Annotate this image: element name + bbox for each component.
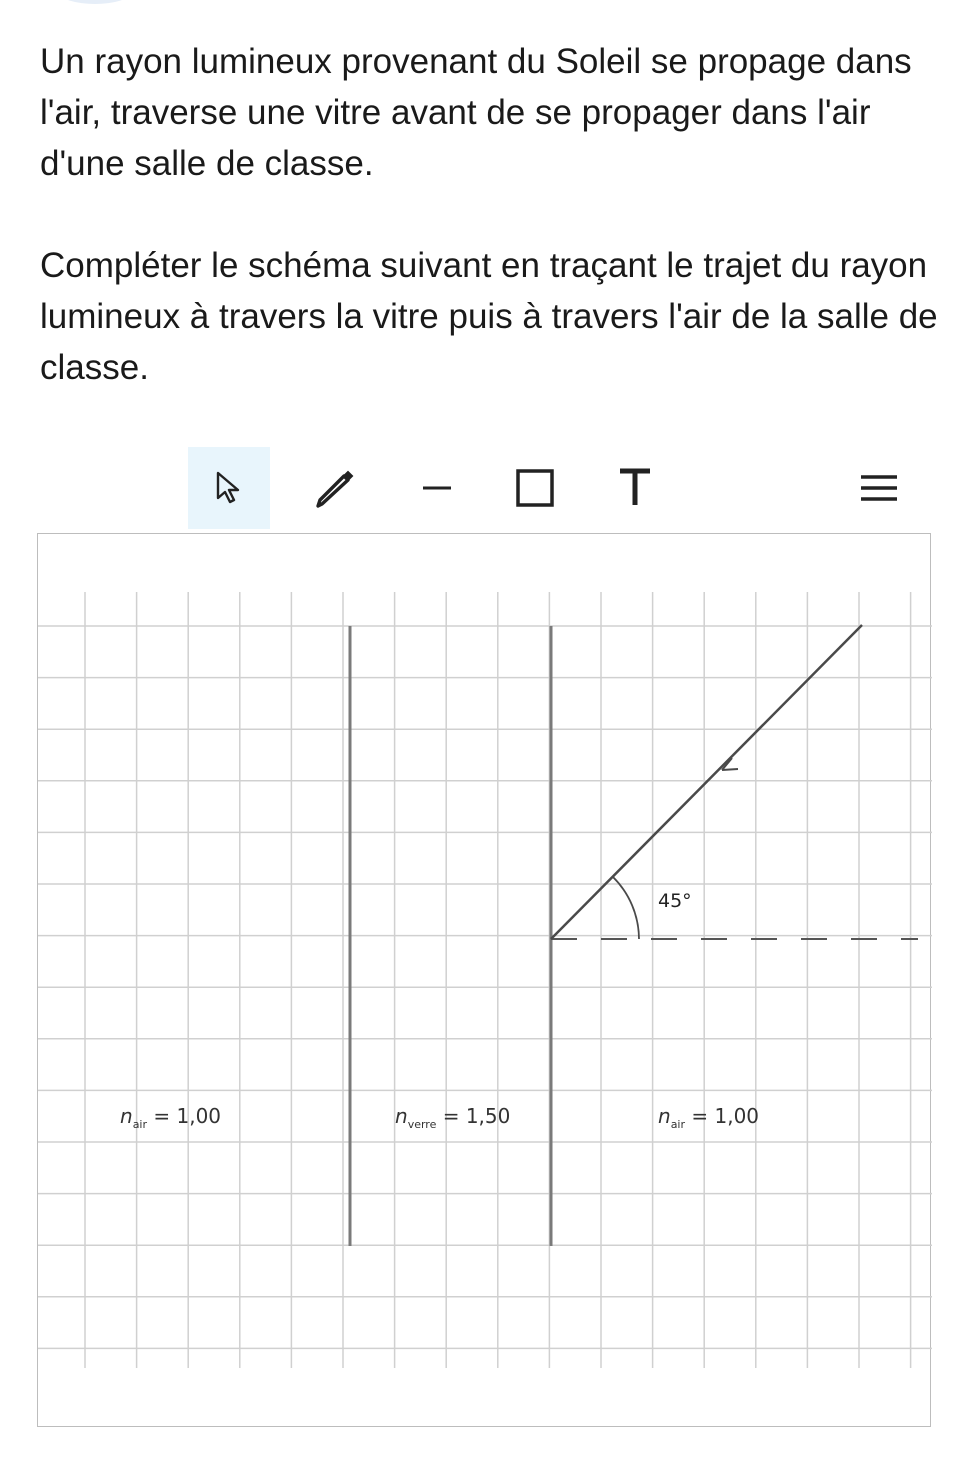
pencil-icon	[312, 466, 356, 510]
hamburger-menu-icon	[859, 472, 899, 504]
index-air-right	[658, 1104, 759, 1131]
index-symbol: n	[395, 1104, 408, 1128]
index-value: = 1,00	[153, 1104, 222, 1128]
question-text	[40, 36, 940, 393]
index-subscript: air	[670, 1118, 686, 1131]
angle-arc	[613, 877, 639, 939]
menu-button[interactable]	[838, 447, 920, 529]
index-air-left	[120, 1104, 221, 1131]
text-icon	[617, 468, 653, 508]
refraction-diagram[interactable]	[38, 534, 932, 1428]
angle-label: 45°	[658, 890, 692, 912]
line-tool-button[interactable]	[396, 447, 478, 529]
index-glass	[395, 1104, 510, 1131]
rectangle-tool-button[interactable]	[494, 447, 576, 529]
rectangle-icon	[515, 468, 555, 508]
select-tool-button[interactable]	[188, 447, 270, 529]
index-subscript: air	[132, 1118, 148, 1131]
line-icon	[419, 470, 455, 506]
question-paragraph-2: Compléter le schéma suivant en traçant le trajet du rayon lumineux à travers la vitre puis à travers l'air de la salle de classe.	[40, 246, 938, 387]
text-tool-button[interactable]	[594, 447, 676, 529]
index-symbol: n	[658, 1104, 671, 1128]
index-symbol: n	[120, 1104, 133, 1128]
question-paragraph-1: Un rayon lumineux provenant du Soleil se propage dans l'air, traverse une vitre avant de se propager dans l'air d'une salle de classe.	[40, 42, 912, 183]
index-value: = 1,00	[691, 1104, 760, 1128]
index-subscript: verre	[407, 1118, 437, 1131]
grid	[38, 592, 932, 1368]
index-value: = 1,50	[442, 1104, 511, 1128]
drawing-canvas[interactable]	[37, 533, 931, 1427]
cursor-arrow-icon	[214, 470, 244, 506]
pencil-tool-button[interactable]	[293, 447, 375, 529]
incident-ray	[551, 625, 862, 939]
drawing-toolbar	[188, 447, 918, 529]
decorative-blob	[60, 0, 130, 4]
